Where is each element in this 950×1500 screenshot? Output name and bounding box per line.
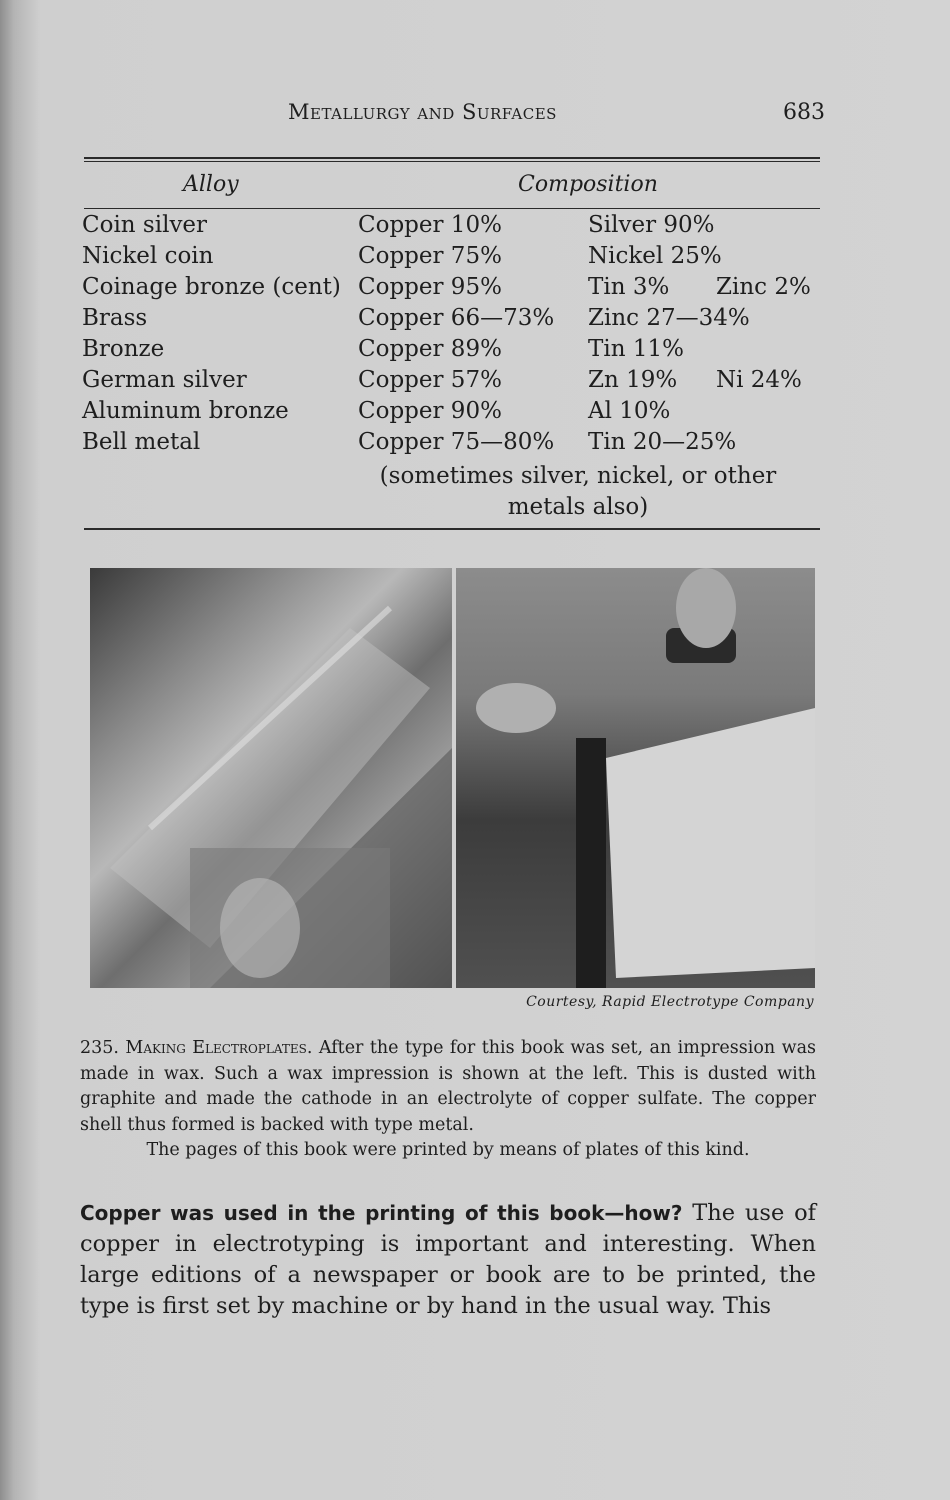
cell-c2: Zinc 27—34%: [588, 305, 750, 331]
table-bottom-rule: [84, 528, 820, 530]
cell-c2: Tin 11%: [588, 336, 684, 362]
cell-c1: Copper 75—80%: [358, 429, 555, 455]
cell-alloy: German silver: [82, 367, 247, 393]
caption-text: After the type for this book was set, an impression was made in wax. Such a wax impression is shown at the left. This is dusted with graphite and made the cathode in an electrolyte of copper sulfate. The copper shell thus formed is backed with type metal.: [80, 1038, 816, 1135]
figure-title: Making Electroplates.: [125, 1038, 313, 1058]
cell-c1: Copper 90%: [358, 398, 502, 424]
cell-alloy: Coinage bronze (cent): [82, 274, 341, 300]
cell-alloy: Bell metal: [82, 429, 201, 455]
header-composition: Composition: [518, 172, 658, 197]
wax-impression-photo: [90, 568, 452, 988]
cell-c1: Copper 89%: [358, 336, 502, 362]
cell-c2: Tin 3%: [588, 274, 670, 300]
header-alloy: Alloy: [183, 172, 239, 197]
caption-last-line: The pages of this book were printed by means of plates of this kind.: [146, 1140, 750, 1160]
cell-c2: Zn 19%: [588, 367, 678, 393]
electroplating-photo: [456, 568, 815, 988]
page-number: 683: [783, 100, 825, 125]
cell-c1: Copper 10%: [358, 212, 502, 238]
cell-c2: Nickel 25%: [588, 243, 722, 269]
figure-number: 235.: [80, 1038, 119, 1058]
cell-alloy: Brass: [82, 305, 148, 331]
cell-c1: Copper 66—73%: [358, 305, 555, 331]
header-rule: [84, 208, 820, 209]
cell-c3: Ni 24%: [716, 367, 802, 393]
table-top-rule-2: [84, 161, 820, 162]
cell-c1: Copper 57%: [358, 367, 502, 393]
photo-credit: Courtesy, Rapid Electrotype Company: [526, 994, 814, 1010]
table-note: (sometimes silver, nickel, or other metals also): [379, 463, 777, 520]
body-text: The use of copper in electrotyping is important and interesting. When large editions of a newspaper or book are to be printed, the type is first set by machine or by hand in the usual way. This: [80, 1200, 816, 1319]
cell-alloy: Bronze: [82, 336, 165, 362]
cell-c3: Zinc 2%: [716, 274, 811, 300]
cell-c2: Tin 20—25%: [588, 429, 737, 455]
cell-alloy: Coin silver: [82, 212, 208, 238]
figure-caption: [80, 1036, 816, 1164]
cell-c2: Al 10%: [588, 398, 671, 424]
cell-c2: Silver 90%: [588, 212, 715, 238]
electroplating-illustration: [456, 568, 815, 988]
cell-alloy: Nickel coin: [82, 243, 214, 269]
body-paragraph: [80, 1198, 816, 1322]
cell-c1: Copper 95%: [358, 274, 502, 300]
section-heading: Copper was used in the printing of this book—how?: [80, 1201, 683, 1225]
wax-impression-illustration: [90, 568, 452, 988]
cell-alloy: Aluminum bronze: [82, 398, 289, 424]
cell-c1: Copper 75%: [358, 243, 502, 269]
table-top-rule: [84, 157, 820, 159]
running-title: Metallurgy and Surfaces: [288, 100, 557, 124]
